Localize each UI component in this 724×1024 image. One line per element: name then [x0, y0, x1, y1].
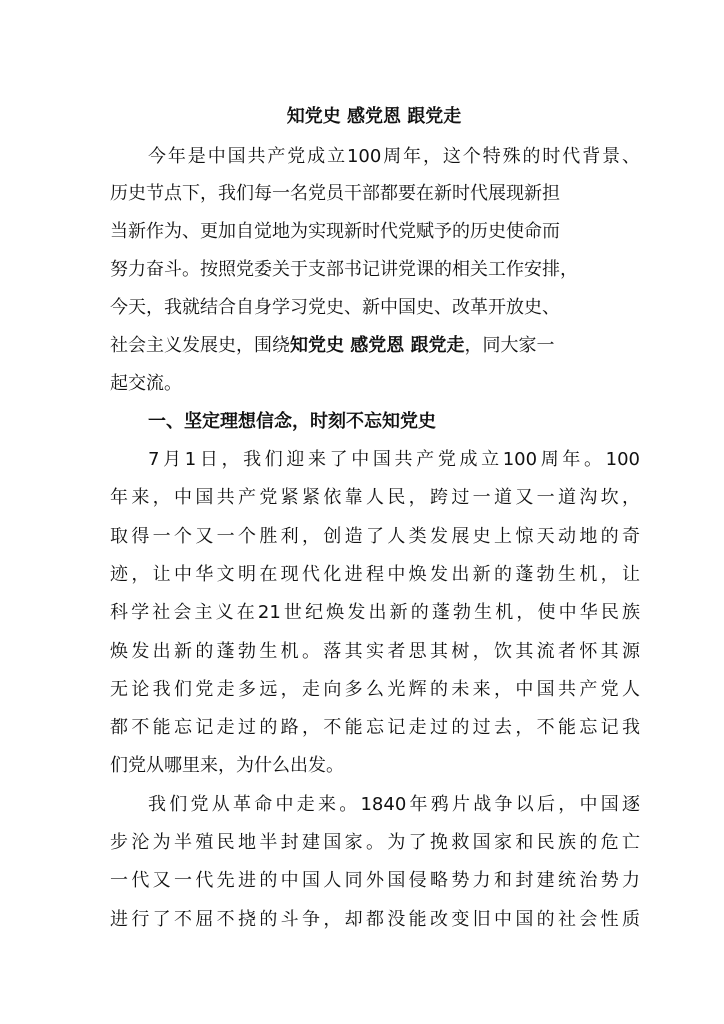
section-heading: 一、坚定理想信念，时刻不忘知党史	[148, 411, 436, 432]
text-line: 取得一个又一个胜利，创造了人类发展史上惊天动地的奇	[110, 526, 640, 547]
text-line: 今年是中国共产党成立100周年，这个特殊的时代背景、	[148, 146, 640, 167]
text-line: 历史节点下，我们每一名党员干部都要在新时代展现新担	[110, 183, 560, 204]
text-segment: ，同大家一	[464, 335, 555, 356]
text-line: 焕发出新的蓬勃生机。落其实者思其树，饮其流者怀其源	[110, 641, 640, 662]
text-line: 今天，我就结合自身学习党史、新中国史、改革开放史、	[110, 297, 560, 318]
text-line: 无论我们党走多远，走向多么光辉的未来，中国共产党人	[110, 679, 640, 700]
document-title: 知党史 感党恩 跟党走	[286, 106, 462, 127]
text-line: 7月1日，我们迎来了中国共产党成立100周年。100	[148, 449, 640, 470]
text-line: 我们党从革命中走来。1840年鸦片战争以后，中国逐	[148, 794, 640, 815]
text-line: 努力奋斗。按照党委关于支部书记讲党课的相关工作安排，	[110, 259, 578, 280]
text-line	[110, 334, 555, 358]
text-line: 年来，中国共产党紧紧依靠人民，跨过一道又一道沟坎，	[110, 487, 640, 508]
text-line: 都不能忘记走过的路，不能忘记走过的过去，不能忘记我	[110, 717, 640, 738]
text-line: 科学社会主义在21世纪焕发出新的蓬勃生机，使中华民族	[110, 602, 640, 623]
text-line: 起交流。	[110, 373, 182, 394]
text-line: 迹，让中华文明在现代化进程中焕发出新的蓬勃生机，让	[110, 564, 640, 585]
text-line: 进行了不屈不挠的斗争，却都没能改变旧中国的社会性质	[110, 909, 640, 930]
text-line: 一代又一代先进的中国人同外国侵略势力和封建统治势力	[110, 870, 640, 891]
text-line: 们党从哪里来，为什么出发。	[110, 755, 344, 776]
text-line: 当新作为、更加自觉地为实现新时代党赋予的历史使命而	[110, 221, 560, 242]
bold-theme-text: 知党史 感党恩 跟党走	[290, 335, 465, 356]
text-line: 步沦为半殖民地半封建国家。为了挽救国家和民族的危亡	[110, 832, 640, 853]
text-segment: 社会主义发展史，围绕	[110, 335, 290, 356]
